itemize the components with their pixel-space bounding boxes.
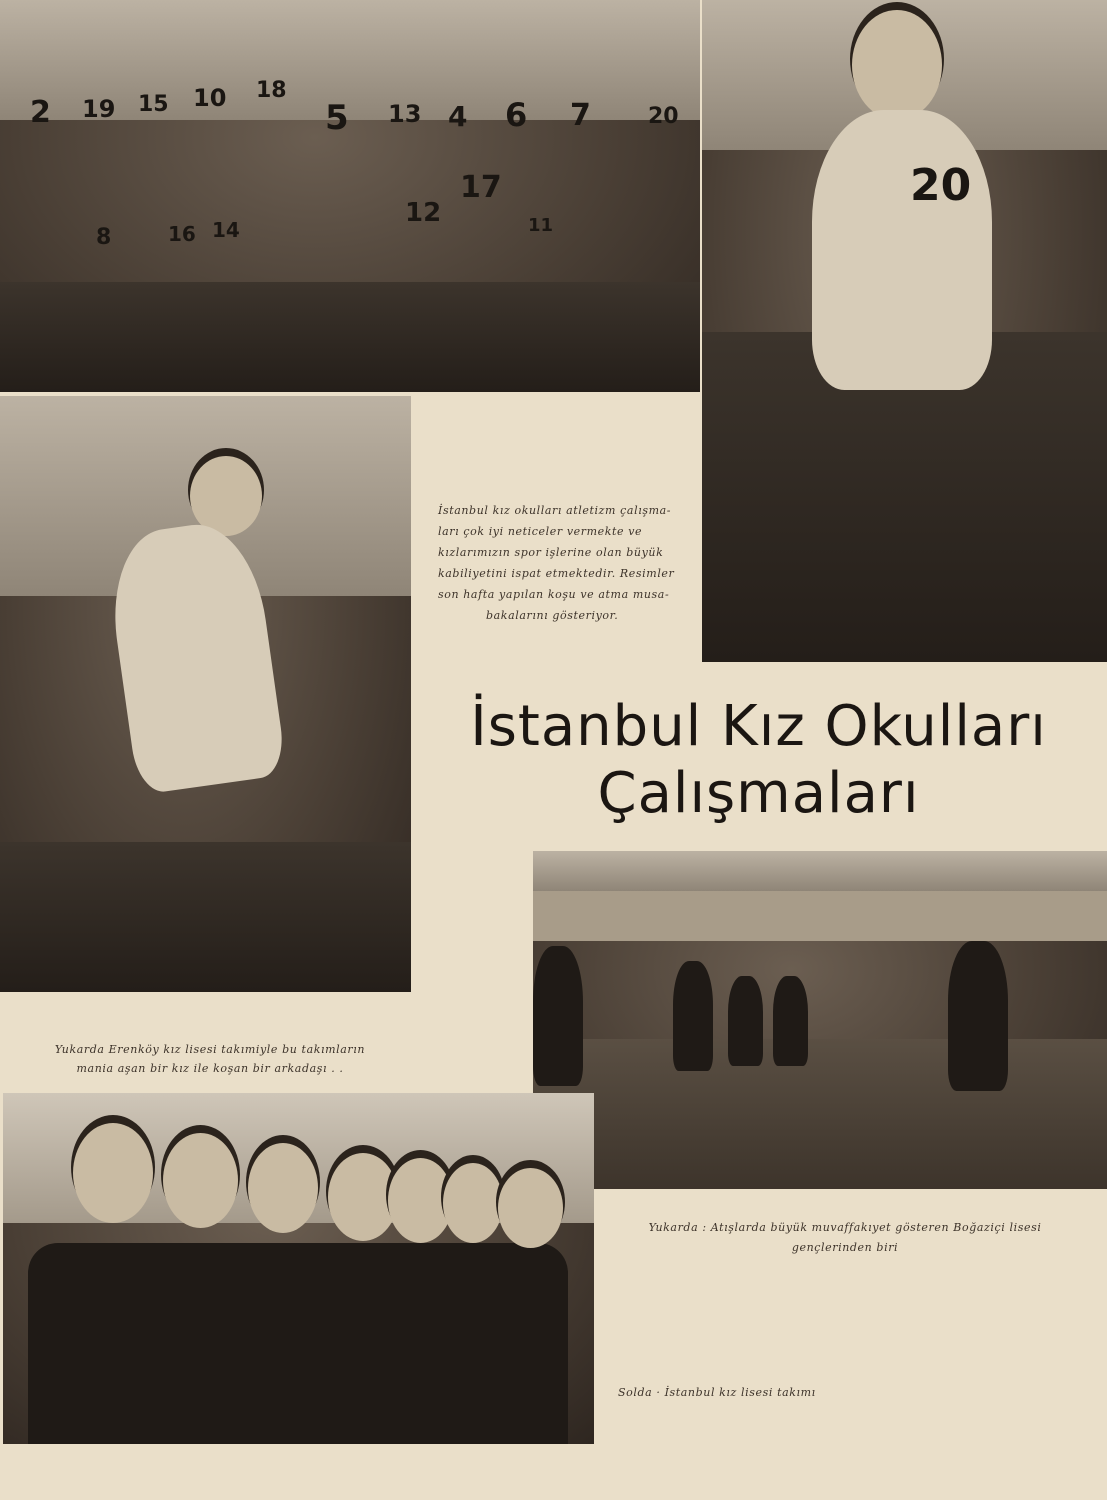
jersey-number: 17 [460,170,502,205]
istanbul-caption: Solda · İstanbul kız lisesi takımı [618,1386,816,1399]
jersey-number: 16 [168,222,196,246]
jersey-number: 5 [325,98,349,138]
jersey-number: 11 [528,215,554,236]
team-group-photo [0,0,700,392]
jersey-number: 2 [30,95,51,130]
runner-number: 20 [910,160,972,211]
runner-photo [702,0,1107,662]
intro-caption: İstanbul kız okulları atletizm çalışma- ları çok iyi neticeler vermekte ve kızlarımızın spor işlerine olan büyük kabiliyetini ispat etmektedir. Resimler son hafta yapılan koşu ve atma musa- bakalarını gösteriyor. [438,504,675,622]
erenkoy-caption: Yukarda Erenköy kız lisesi takımiyle bu takımların mania aşan bir kız ile koşan bir arkadaşı . . [54,1043,366,1075]
jersey-number: 12 [405,198,442,228]
jersey-number: 7 [570,98,591,133]
istanbul-team-photo [3,1093,594,1444]
jersey-number: 14 [212,218,240,242]
title-line-1: İstanbul Kız Okulları [470,694,1047,759]
jersey-number: 10 [193,84,227,112]
jersey-number: 13 [388,100,422,128]
thrower-photo [533,851,1107,1189]
bogazici-caption: Yukarda : Atışlarda büyük muvaffakıyet gösteren Boğaziçi lisesi gençlerinden biri [648,1221,1042,1254]
title-line-2: Çalışmaları [597,761,920,826]
jersey-number: 8 [96,225,112,250]
jersey-number: 19 [82,95,116,123]
hurdler-photo [0,396,411,992]
jersey-number: 18 [256,78,287,103]
jersey-number: 20 [648,104,679,129]
jersey-number: 4 [448,100,468,133]
page-title [410,694,1107,826]
jersey-number: 6 [505,96,528,134]
jersey-number: 15 [138,92,169,117]
